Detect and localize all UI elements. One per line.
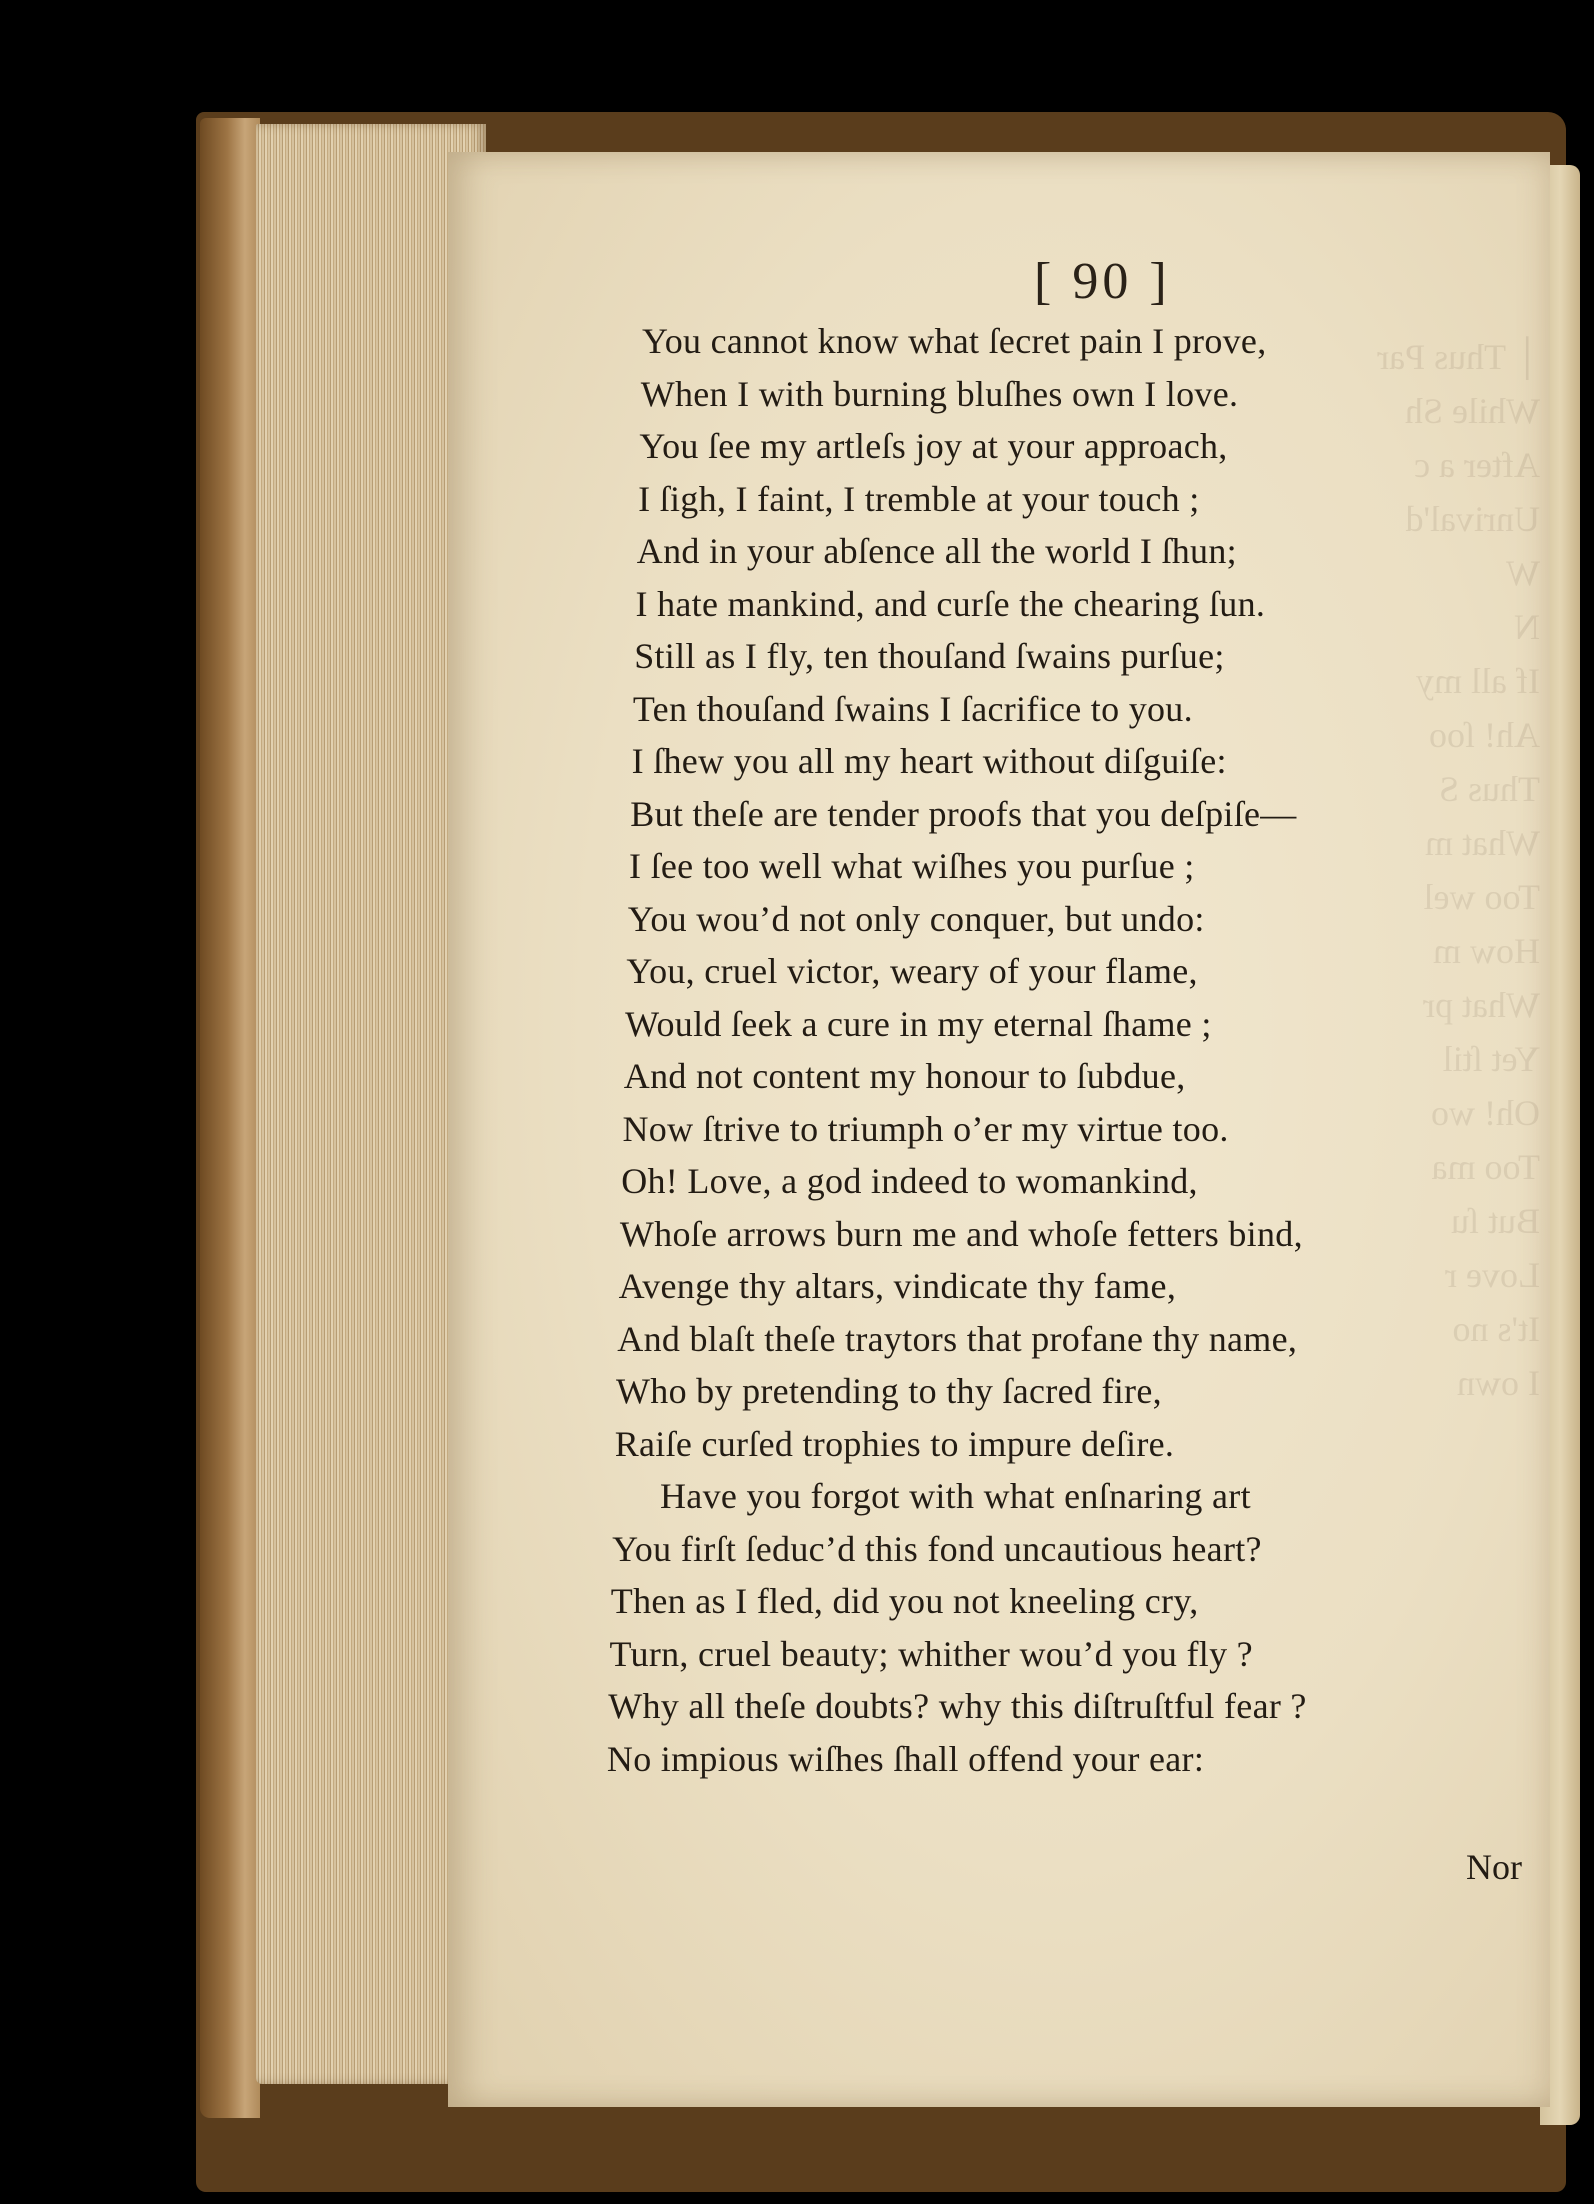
poem-line: Still as I fly, ten thouſand ſwains purſue; [634,636,1225,676]
poem-line: Would ſeek a cure in my eternal ſhame ; [625,1003,1212,1044]
show-through-text: │ Thus Par While Sh After a c Unrival'd W N If all my Ah! ſoo Thus S What m Too wel How m What pr Yet ſtil Oh! wo Too ma But ſu Love r It's no I own [1377,337,1540,1403]
poem-line: I ſee too well what wiſhes you purſue ; [629,846,1195,886]
poem-line: You, cruel victor, weary of your flame, [626,951,1198,991]
book-spine [200,118,260,2118]
poem-line: You wou’d not only conquer, but undo: [627,898,1205,939]
page-number: [ 90 ] [1034,253,1171,310]
poem-line: Who by pretending to thy ſacred fire, [616,1371,1162,1411]
poem-line: But theſe are tender proofs that you deſpiſe— [630,793,1297,834]
poem-line: You firſt ſeduc’d this fond uncautious heart? [612,1528,1262,1569]
poem-line: When I with burning bluſhes own I love. [640,373,1239,414]
catchword: Nor [1466,1847,1522,1887]
poem-line: Turn, cruel beauty; whither wou’d you fly ? [609,1633,1253,1674]
poem-line: Oh! Love, a god indeed to womankind, [621,1161,1198,1201]
poem-line: Ten thouſand ſwains I ſacrifice to you. [632,688,1193,729]
poem-line: And not content my honour to ſubdue, [623,1056,1186,1096]
poem-line: Whoſe arrows burn me and whoſe fetters bind, [619,1213,1303,1254]
poem-line: I ſhew you all my heart without diſguiſe: [631,741,1227,781]
poem-line: I hate mankind, and curſe the chearing ſun. [635,583,1266,624]
poem-line: No impious wiſhes ſhall offend your ear: [606,1738,1205,1779]
poem-line: Now ſtrive to triumph o’er my virtue too. [622,1108,1229,1149]
poem-line: Have you forgot with what enſnaring art [660,1476,1251,1516]
poem-line: I ſigh, I faint, I tremble at your touch ; [638,478,1200,519]
poem-line: Why all theſe doubts? why this diſtruſtful fear ? [608,1686,1307,1726]
poem-line: Then as I fled, did you not kneeling cry, [610,1581,1199,1621]
poem-line: You ſee my artleſs joy at your approach, [639,426,1228,466]
poem-line: Avenge thy altars, vindicate thy fame, [618,1266,1177,1306]
poem-line: You cannot know what ſecret pain I prove, [642,321,1267,361]
poem-line: And in your abſence all the world I ſhun; [636,531,1237,571]
poem-line: Raiſe curſed trophies to impure deſire. [614,1423,1175,1464]
poem-line: And blaſt theſe traytors that profane thy name, [617,1318,1298,1359]
